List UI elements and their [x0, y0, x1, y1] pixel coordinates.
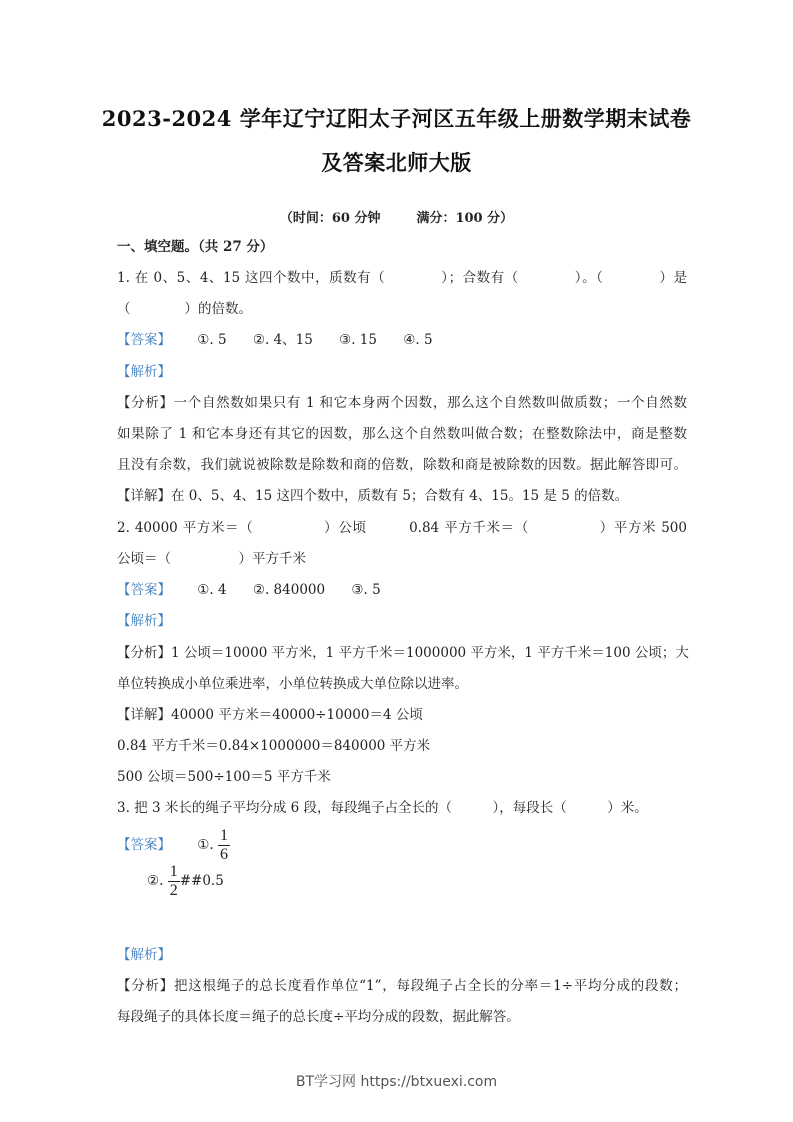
q2-text-line2: 公顷＝（ ）平方千米 — [117, 551, 306, 567]
q1-analysis-line3: 且没有余数，我们就说被除数是除数和商的倍数，除数和商是被除数的因数。据此解答即可。 — [117, 457, 687, 473]
q1-answer-1: ①. 5 — [197, 332, 227, 348]
q2-answer-3: ③. 5 — [351, 582, 381, 598]
analysis-header: 【解析】 — [117, 364, 171, 380]
q2-detail-line2: 0.84 平方千米＝0.84×1000000＝840000 平方米 — [117, 738, 431, 754]
document-title-line1: 2023-2024 学年辽宁辽阳太子河区五年级上册数学期末试卷 — [101, 106, 692, 131]
q1-analysis-line2: 如果除了 1 和它本身还有其它的因数，那么这个自然数叫做合数；在整数除法中，商是整数 — [117, 426, 687, 442]
exam-time: （时间：60 分钟 — [279, 211, 381, 226]
q2-answer — [117, 580, 687, 600]
fraction-one-half: $\frac{1}{2}$ — [169, 863, 178, 899]
analysis-header: 【解析】 — [117, 947, 171, 963]
exam-info — [0, 207, 793, 226]
q3-text-line1: 3. 把 3 米长的绳子平均分成 6 段，每段绳子占全长的（ ），每段长（ ）米。 — [117, 800, 648, 816]
analysis-header: 【解析】 — [117, 613, 171, 629]
q3-analysis-line2: 每段绳子的具体长度＝绳子的总长度÷平均分成的段数，据此解答。 — [117, 1009, 520, 1025]
q2-analysis-line2: 单位转换成小单位乘进率，小单位转换成大单位除以进率。 — [117, 676, 468, 692]
q1-text-line2: （ ）的倍数。 — [117, 301, 252, 317]
answer-label: 【答案】 — [117, 332, 171, 348]
q1-detail: 【详解】在 0、5、4、15 这四个数中，质数有 5；合数有 4、15。15 是 5 的倍数。 — [117, 488, 629, 504]
q3-answer-1: 【答案】 ①. $\frac{1}{6}$ — [117, 827, 228, 863]
q3-analysis-line1: 【分析】把这根绳子的总长度看作单位“1”，每段绳子占全长的分率＝1÷平均分成的段数； — [117, 978, 687, 994]
q3-answer-2: ②. $\frac{1}{2}$ ##0.5 — [147, 863, 224, 899]
q2-answer-1: ①. 4 — [197, 582, 227, 598]
q1-analysis-line1: 【分析】一个自然数如果只有 1 和它本身两个因数，那么这个自然数叫做质数；一个自然数 — [117, 395, 688, 411]
footer-watermark: BT学习网 https://btxuexi.com — [295, 1074, 498, 1090]
fraction-one-sixth: $\frac{1}{6}$ — [220, 827, 228, 863]
q2-text-line1: 2. 40000 平方米＝（ ）公顷 0.84 平方千米＝（ ）平方米 500 — [117, 520, 687, 536]
document-title-line2: 及答案北师大版 — [321, 150, 472, 175]
q2-detail-line1: 【详解】40000 平方米＝40000÷10000＝4 公顷 — [117, 707, 423, 723]
q2-analysis-line1: 【分析】1 公顷＝10000 平方米，1 平方千米＝1000000 平方米，1 平方千米＝100 公顷；大 — [117, 645, 689, 661]
exam-score: 满分：100 分） — [416, 211, 514, 226]
q1-answer — [117, 330, 687, 350]
q2-detail-line3: 500 公顷＝500÷100＝5 平方千米 — [117, 769, 331, 785]
q1-text-line1: 1. 在 0、5、4、15 这四个数中，质数有（ ）；合数有（ ）。（ ）是 — [117, 270, 687, 286]
q1-answer-3: ③. 15 — [339, 332, 377, 348]
answer-label: 【答案】 — [117, 837, 171, 853]
q2-answer-2: ②. 840000 — [252, 582, 326, 598]
q1-answer-4: ④. 5 — [403, 332, 433, 348]
q1-answer-2: ②. 4、15 — [252, 332, 313, 348]
answer-label: 【答案】 — [117, 582, 171, 598]
section-heading: 一、填空题。（共 27 分） — [117, 239, 274, 255]
